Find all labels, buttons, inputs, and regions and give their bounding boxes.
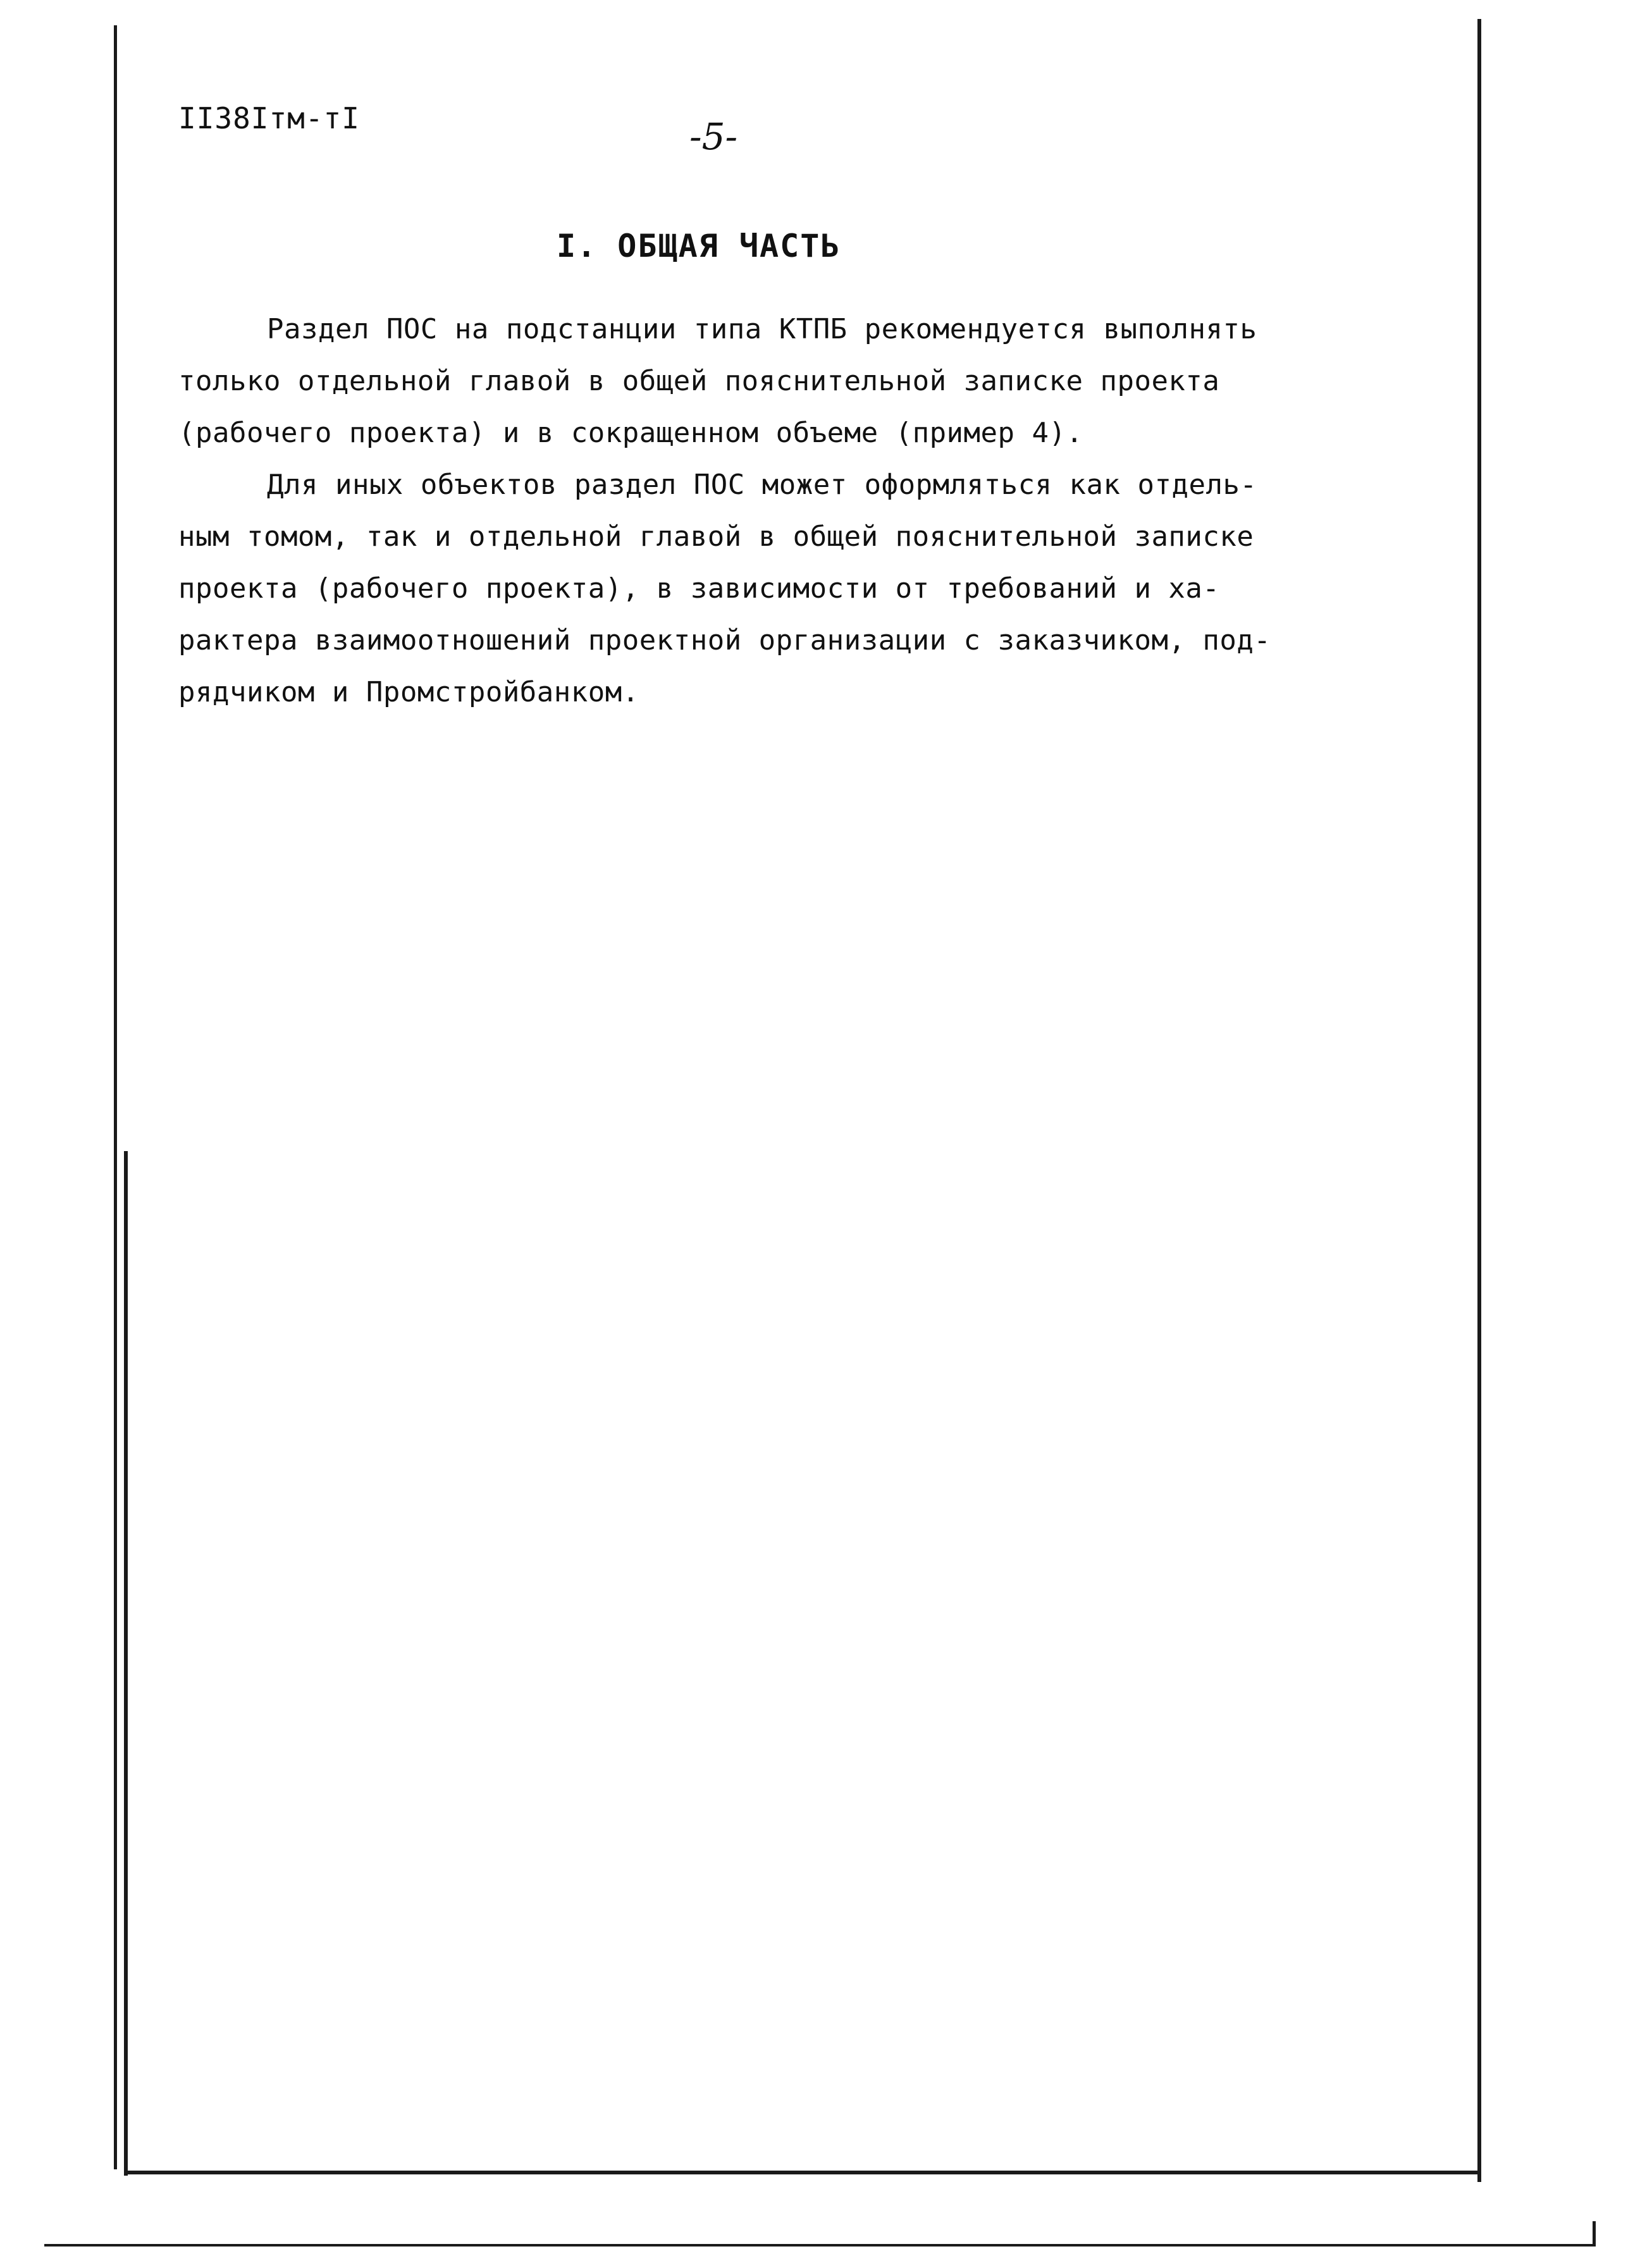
paragraph-line: только отдельной главой в общей пояснительной записке проекта — [178, 365, 1220, 397]
paragraph-2 — [178, 459, 1380, 718]
paragraph-line: ным томом, так и отдельной главой в общей пояснительной записке — [178, 521, 1254, 553]
frame-bottom-line — [124, 2171, 1481, 2174]
paragraph-1 — [178, 304, 1380, 459]
document-code: II38Iтм-тI — [178, 101, 360, 135]
outer-corner-tick — [1593, 2221, 1596, 2246]
frame-left-inner-line — [124, 1151, 128, 2176]
paragraph-line: Для иных объектов раздел ПОС может оформляться как отдель- — [267, 469, 1257, 501]
paragraph-line: рядчиком и Промстройбанком. — [178, 676, 639, 708]
paragraph-line: (рабочего проекта) и в сокращенном объеме (пример 4). — [178, 417, 1083, 449]
paragraph-line: проекта (рабочего проекта), в зависимости от требований и ха- — [178, 572, 1220, 605]
paragraph-line: Раздел ПОС на подстанции типа КТПБ рекомендуется выполнять — [267, 313, 1257, 345]
paragraph-line: рактера взаимоотношений проектной организации с заказчиком, под- — [178, 624, 1271, 656]
section-title: I. ОБЩАЯ ЧАСТЬ — [557, 228, 841, 264]
page-number: -5- — [689, 115, 738, 158]
body-text — [178, 304, 1380, 718]
frame-left-line — [114, 25, 117, 2169]
outer-bottom-line — [44, 2244, 1594, 2246]
frame-right-line — [1477, 19, 1481, 2182]
